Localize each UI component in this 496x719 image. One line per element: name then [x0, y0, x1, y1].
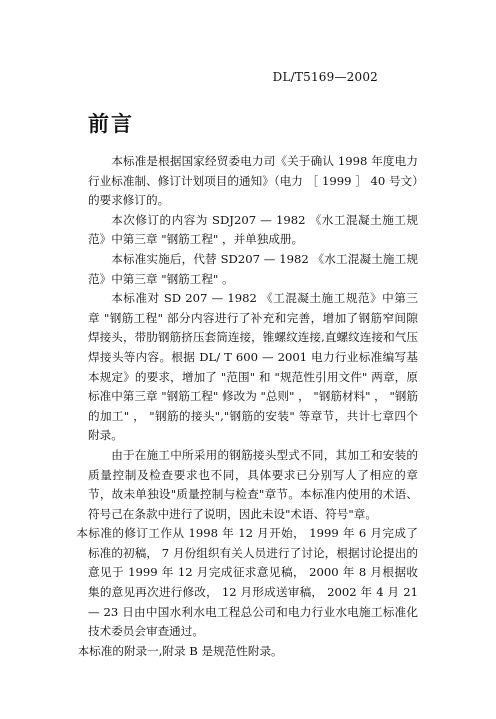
paragraph-timeline: 本标准的修订工作从 1998 年 12 月开始， 1999 年 6 月完成了标准的初稿， 7 月份组织有关人员进行了讨论，根据讨论提出的意见于 1999 年 12 月完成征求意见稿， 2000 年 8 月根据收集的意见再次进行修改， 12 月形成送审稿， 2002 年 4 月 21 — 23 日由中国水利水电工程总公司和电力行业水电施工标准化技术委员会审查通过。 — [76, 526, 418, 639]
section-title: 前言 — [88, 111, 134, 136]
paragraph-basis: 本标准是根据国家经贸委电力司《关于确认 1998 年度电力行业标准制、修订计划项目的通知》（电力 ［ 1999 ］ 40 号文）的要求修订的。 — [88, 154, 418, 208]
paragraph-quality-control: 由于在施工中所采用的钢筋接头型式不同，其加工和安装的质量控制及检查要求也不同，具体要求已分别写人了相应的章节，故未单独设"质量控制与检查"章节。本标准内使用的术语、符号己在条款中进行了说明，因此未设"术语、符号"章。 — [88, 447, 418, 521]
document-code: DL/T5169—2002 — [272, 70, 378, 84]
paragraph-appendix: 本标准的附录一,附录 B 是规范性附录。 — [77, 643, 283, 658]
paragraph-changes: 本标准对 SD 207 — 1982 《工混凝土施工规范》中第三章 "钢筋工程" 部分内容进行了补充和完善，增加了钢筋窄间隙焊接头，带肋钢筋挤压套筒连接，锥螺纹连接,直螺纹连接和气压焊接头等内容。根据 DL/ T 600 — 2001 电力行业标准编写基本规定》的要求，增加了 "范围" 和 "规范性引用文件" 两章，原标准中第三章 "钢筋工程" 修改为 "总则" ， "钢筋材料" ， "钢筋的加工" ， "钢筋的接头","钢筋的安装" 等章节，共计七章四个附录。 — [88, 291, 418, 443]
paragraph-replacement: 本标准实施后，代替 SD207 — 1982 《水工混凝土施工规范》中第三章 "钢筋工程" 。 — [88, 251, 418, 286]
paragraph-revision-content: 本次修订的内容为 SDJ207 — 1982 《水工混凝土施工规范》中第三章 "钢筋工程" ，并单独成册。 — [88, 212, 418, 247]
foreword-body — [76, 152, 418, 661]
